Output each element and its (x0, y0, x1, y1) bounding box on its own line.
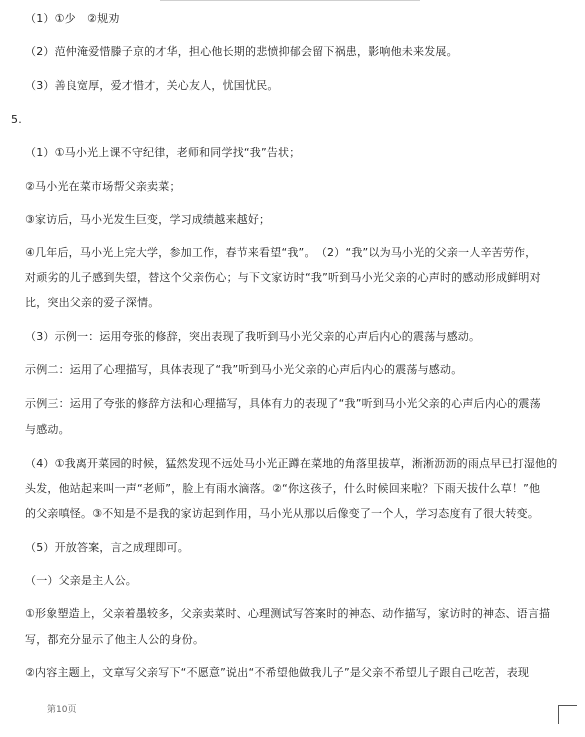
question-number: 5. (11, 113, 22, 126)
answer-line: （1）①少 ②规劝 (25, 12, 120, 25)
answer-line: 与感动。 (25, 423, 70, 436)
answer-line: （2）范仲淹爱惜滕子京的才华，担心他长期的悲愤抑郁会留下祸患，影响他未来发展。 (25, 45, 458, 58)
answer-line: （5）开放答案，言之成理即可。 (25, 541, 189, 554)
answer-line: 头发，他站起来叫一声“老师”，脸上有雨水滴落。②“你这孩子，什么时候回来啦？下雨天拔什么草！”他 (25, 482, 541, 495)
answer-line: ①形象塑造上，父亲着墨较多，父亲卖菜时、心理测试写答案时的神态、动作描写，家访时的神态、语言描 (25, 607, 551, 620)
answer-line: （1）①马小光上课不守纪律，老师和同学找“我”告状； (25, 146, 301, 159)
top-divider (160, 0, 420, 1)
answer-line: ③家访后，马小光发生巨变，学习成绩越来越好； (25, 213, 271, 226)
answer-line: （3）示例一：运用夸张的修辞，突出表现了我听到马小光父亲的心声后内心的震荡与感动。 (25, 330, 481, 343)
page-number: 第10页 (47, 705, 77, 715)
answer-line: （4）①我离开菜园的时候，猛然发现不远处马小光正蹲在菜地的角落里拔草，淅淅沥沥的雨点早已打湿他的 (25, 457, 558, 470)
answer-line: 示例二：运用了心理描写，具体表现了“我”听到马小光父亲的心声后内心的震荡与感动。 (25, 363, 463, 376)
answer-line: （3）善良宽厚，爱才惜才，关心友人，忧国忧民。 (25, 79, 279, 92)
answer-line: 示例三：运用了夸张的修辞方法和心理描写，具体有力的表现了“我”听到马小光父亲的心声后内心的震荡 (25, 397, 541, 410)
answer-line: ②内容主题上，文章写父亲写下“不愿意”说出“不希望他做我儿子”是父亲不希望儿子跟自己吃苦，表现 (25, 666, 530, 679)
answer-line: 比，突出父亲的爱子深情。 (25, 296, 160, 309)
answer-line: ④几年后，马小光上完大学，参加工作，春节来看望“我”。 （2）“我”以为马小光的父亲一人辛苦劳作， (25, 246, 537, 259)
answer-line: 对顽劣的儿子感到失望，替这个父亲伤心；与下文家访时“我”听到马小光父亲的心声时的感动形成鲜明对 (25, 271, 541, 284)
answer-line: ②马小光在菜市场帮父亲卖菜； (25, 180, 181, 193)
answer-line: （一）父亲是主人公。 (25, 574, 137, 587)
answer-line: 的父亲嗔怪。③不知是不是我的家访起到作用，马小光从那以后像变了一个人，学习态度有了很大转变。 (25, 507, 540, 520)
page-corner-mark (558, 705, 577, 724)
answer-line: 写，都充分显示了他主人公的身份。 (25, 633, 205, 646)
